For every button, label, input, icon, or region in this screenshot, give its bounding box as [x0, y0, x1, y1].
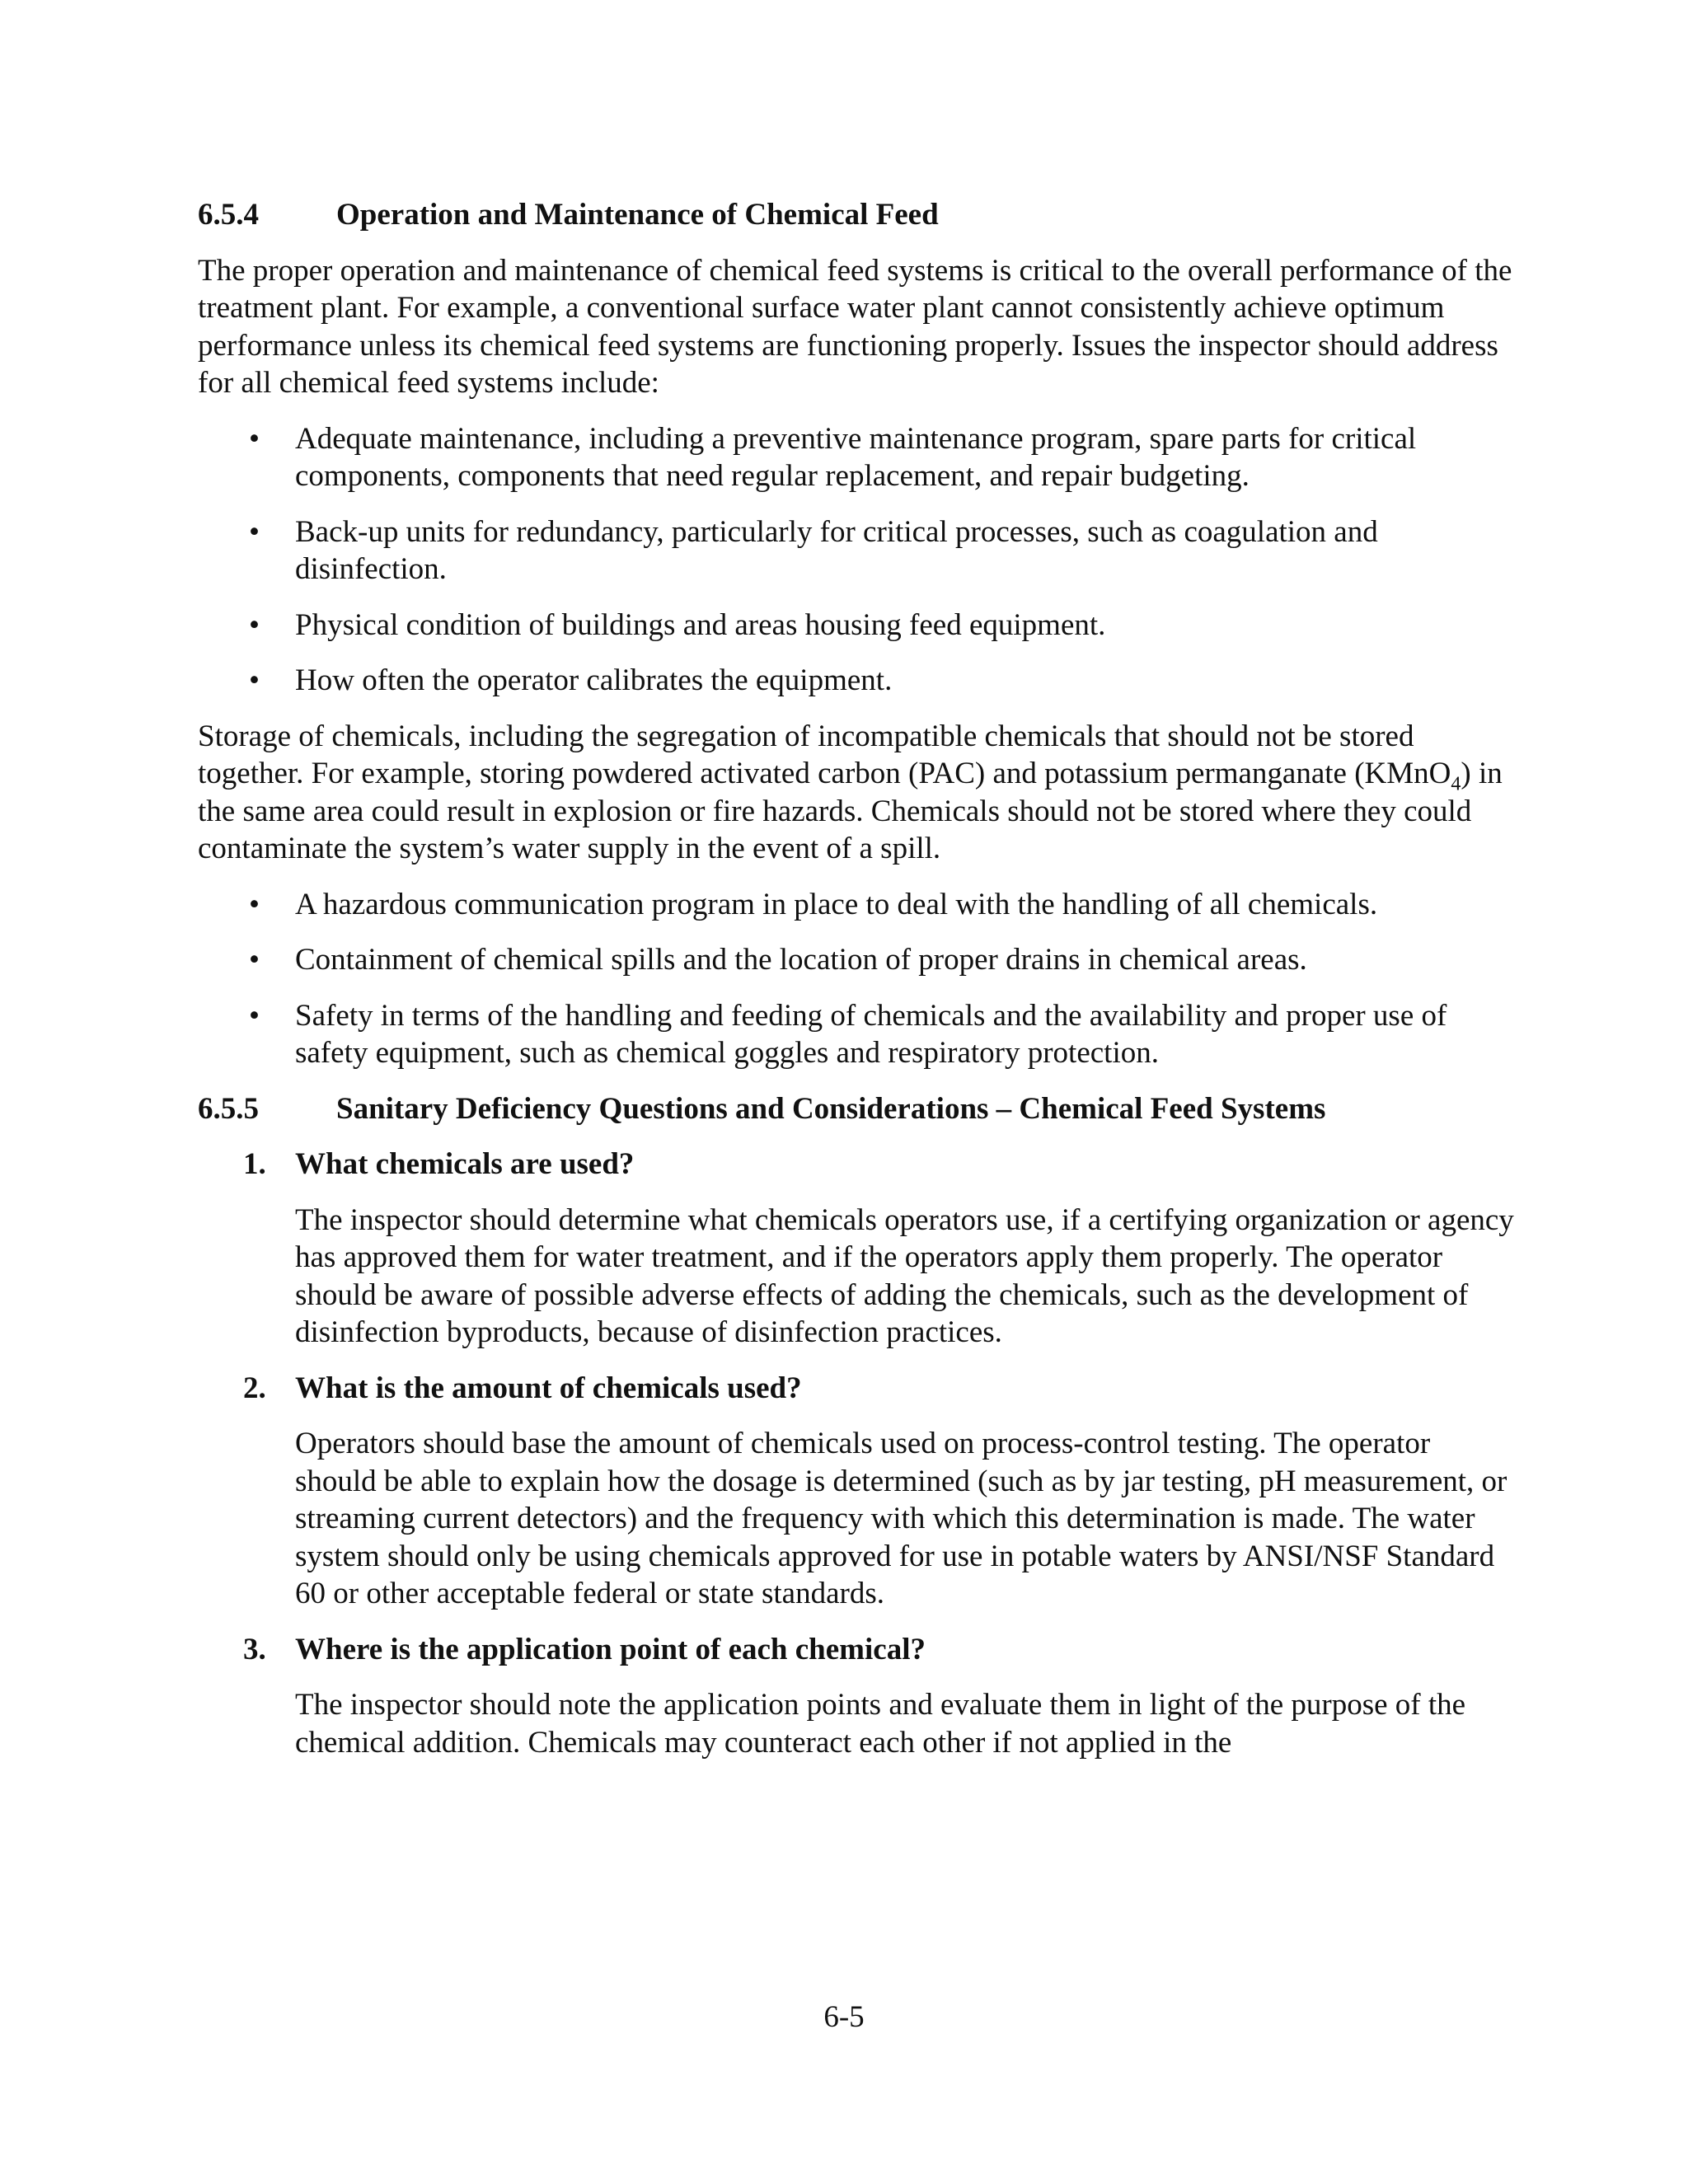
section-number: 6.5.5	[198, 1091, 259, 1126]
question-number: 3.	[243, 1632, 266, 1666]
list-item: • Back-up units for redundancy, particularly for critical processes, such as coagulation and disinfection.	[249, 514, 1378, 586]
section-heading-6-5-4	[198, 196, 1517, 234]
section-number: 6.5.4	[198, 198, 259, 232]
question-item	[198, 1631, 1517, 1762]
intro-paragraph: The proper operation and maintenance of chemical feed systems is critical to the overall performance of the treatment plant. For example, a conventional surface water plant cannot consistently achieve optimum performance unless its chemical feed systems are functioning properly. Issues the inspector should address for all chemical feed systems include:	[198, 253, 1512, 400]
question-item	[198, 1146, 1517, 1352]
list-item: • Physical condition of buildings and areas housing feed equipment.	[198, 607, 1517, 644]
storage-paragraph: Storage of chemicals, including the segregation of incompatible chemicals that should not be stored together. For example, storing powdered activated carbon (PAC) and potassium permanganate (KMnO$_4$) in the same area could result in explosion or fire hazards. Chemicals should not be stored where they could contaminate the system’s water supply in the event of a spill.	[198, 719, 1503, 865]
feed-issues-list	[198, 420, 1517, 700]
question-number: 1.	[243, 1147, 266, 1181]
question-body: The inspector should determine what chemicals operators use, if a certifying organization or agency has approved them for water treatment, and if the operators apply them properly. The operator should be aware of possible adverse effects of adding the chemicals, such as the development of disinfection byproducts, because of disinfection practices.	[295, 1202, 1514, 1349]
question-title: Where is the application point of each chemical?	[295, 1632, 926, 1666]
questions-list	[198, 1146, 1517, 1761]
question-title: What chemicals are used?	[295, 1147, 635, 1181]
bullet-icon: •	[249, 887, 260, 921]
list-item: • Adequate maintenance, including a preventive maintenance program, spare parts for critical components, components that need regular replacement, and repair budgeting.	[249, 421, 1417, 493]
question-title: What is the amount of chemicals used?	[295, 1371, 802, 1405]
section-heading-6-5-5	[198, 1090, 1517, 1128]
bullet-icon: •	[249, 663, 260, 697]
bullet-icon: •	[249, 514, 260, 549]
question-body: Operators should base the amount of chemicals used on process-control testing. The operator should be able to explain how the dosage is determined (such as by jar testing, pH measurement, or streaming current detectors) and the frequency with which this determination is made. The water system should only be using chemicals approved for use in potable waters by ANSI/NSF Standard 60 or other acceptable federal or state standards.	[295, 1427, 1507, 1610]
safety-issues-list	[198, 886, 1517, 1072]
list-item: • A hazardous communication program in place to deal with the handling of all chemicals.	[198, 886, 1517, 924]
question-body: The inspector should note the application points and evaluate them in light of the purpose of the chemical addition. Chemicals may counteract each other if not applied in the	[295, 1688, 1466, 1760]
document-page	[198, 196, 1517, 1761]
bullet-icon: •	[249, 421, 260, 456]
page-number: 6-5	[823, 2000, 865, 2034]
bullet-icon: •	[249, 998, 260, 1033]
section-title: Sanitary Deficiency Questions and Considerations – Chemical Feed Systems	[336, 1091, 1326, 1126]
list-item: • How often the operator calibrates the equipment.	[198, 662, 1517, 700]
bullet-icon: •	[249, 607, 260, 642]
list-item: • Containment of chemical spills and the location of proper drains in chemical areas.	[198, 941, 1517, 979]
section-title: Operation and Maintenance of Chemical Feed	[336, 198, 939, 232]
question-item	[198, 1370, 1517, 1613]
list-item: • Safety in terms of the handling and feeding of chemicals and the availability and proper use of safety equipment, such as chemical goggles and respiratory protection.	[249, 998, 1447, 1070]
question-number: 2.	[243, 1371, 266, 1405]
bullet-icon: •	[249, 943, 260, 977]
